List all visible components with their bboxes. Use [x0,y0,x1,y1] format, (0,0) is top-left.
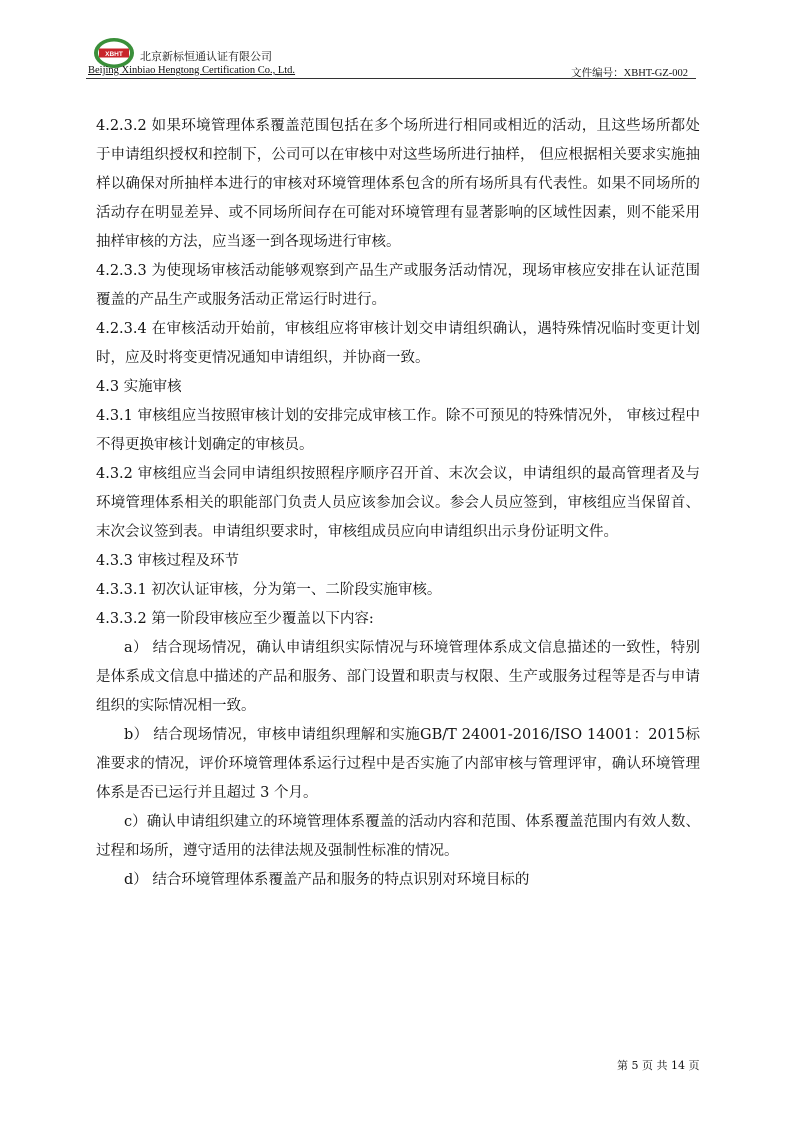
paragraph-4-3-2: 4.3.2 审核组应当会同申请组织按照程序顺序召开首、末次会议，申请组织的最高管理者及与环境管理体系相关的职能部门负责人员应该参加会议。参会人员应签到，审核组应当保留首、末次会议签到表。申请组织要求时，审核组成员应向申请组织出示身份证明文件。 [96,466,700,540]
page-number: 第 5 页 共 14 页 [617,1059,700,1072]
document-body [96,112,700,895]
paragraph-4-2-3-4: 4.2.3.4 在审核活动开始前，审核组应将审核计划交申请组织确认，遇特殊情况临时变更计划时，应及时将变更情况通知申请组织，并协商一致。 [96,321,700,366]
list-item-a: a） 结合现场情况，确认申请组织实际情况与环境管理体系成文信息描述的一致性，特别是体系成文信息中描述的产品和服务、部门设置和职责与权限、生产或服务过程等是否与申请组织的实际情况相一致。 [96,640,700,714]
section-heading-4-3-3: 4.3.3 审核过程及环节 [96,553,240,569]
company-name-en: Beijing Xinbiao Hengtong Certification Co., Ltd. [88,65,296,76]
document-code: 文件编号：XBHT-GZ-002 [571,68,688,79]
paragraph-4-2-3-3: 4.2.3.3 为使现场审核活动能够观察到产品生产或服务活动情况，现场审核应安排在认证范围覆盖的产品生产或服务活动正常运行时进行。 [96,263,700,308]
company-name-cn: 北京新标恒通认证有限公司 [140,50,272,63]
list-item-c: c）确认申请组织建立的环境管理体系覆盖的活动内容和范围、体系覆盖范围内有效人数、过程和场所，遵守适用的法律法规及强制性标准的情况。 [96,814,700,859]
list-item-b: b） 结合现场情况，审核申请组织理解和实施GB/T 24001-2016/ISO 14001：2015标准要求的情况，评价环境管理体系运行过程中是否实施了内部审核与管理评审，确认环境管理体系是否已运行并且超过 3 个月。 [96,727,700,801]
logo-text: XBHT [105,50,123,58]
section-heading-4-3: 4.3 实施审核 [96,379,182,395]
paragraph-4-3-3-2: 4.3.3.2 第一阶段审核应至少覆盖以下内容: [96,611,374,627]
paragraph-4-3-3-1: 4.3.3.1 初次认证审核，分为第一、二阶段实施审核。 [96,582,442,598]
page-header [86,36,696,79]
paragraph-4-2-3-2: 4.2.3.2 如果环境管理体系覆盖范围包括在多个场所进行相同或相近的活动，且这些场所都处于申请组织授权和控制下，公司可以在审核中对这些场所进行抽样， 但应根据相关要求实施抽样以确保对所抽样本进行的审核对环境管理体系包含的所有场所具有代表性。如果不同场所的活动存在明显差异、或不同场所间存在可能对环境管理有显著影响的区域性因素，则不能采用抽样审核的方法，应当逐一到各现场进行审核。 [96,118,700,250]
list-item-d: d） 结合环境管理体系覆盖产品和服务的特点识别对环境目标的 [124,872,530,888]
paragraph-4-3-1: 4.3.1 审核组应当按照审核计划的安排完成审核工作。除不可预见的特殊情况外， 审核过程中不得更换审核计划确定的审核员。 [96,408,700,453]
